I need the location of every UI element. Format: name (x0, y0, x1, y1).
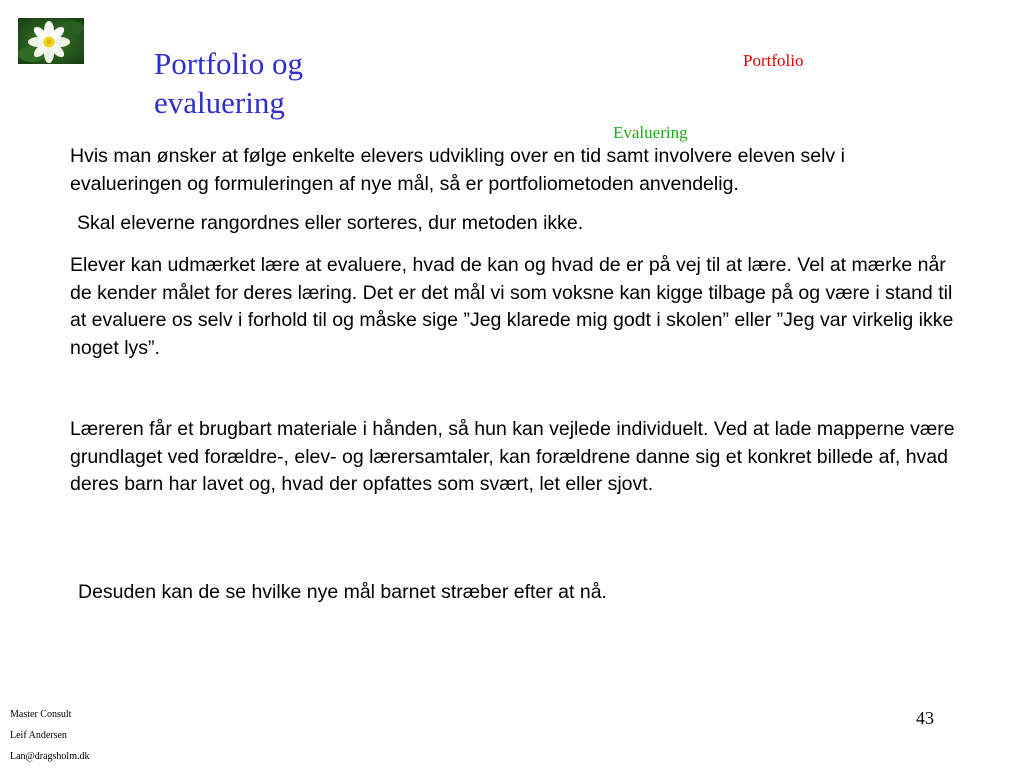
title-line-2: evaluering (154, 85, 285, 120)
body-paragraph-5: Desuden kan de se hvilke nye mål barnet stræber efter at nå. (78, 581, 607, 603)
water-lily-flower-icon (18, 18, 84, 64)
body-paragraph-2: Skal eleverne rangordnes eller sorteres, dur metoden ikke. (77, 212, 584, 234)
footer-author: Leif Andersen (10, 730, 67, 741)
title-line-1: Portfolio og (154, 46, 303, 81)
page-number: 43 (916, 708, 934, 728)
footer-email: Lan@dragsholm.dk (10, 751, 90, 762)
body-paragraph-3: Elever kan udmærket lære at evaluere, hvad de kan og hvad de er på vej til at lære. Vel at mærke når de kender målet for deres læring. Det er det mål vi som voksne kan kigge tilbage på og være i stand til at evaluere os selv i forhold til og måske sige ”Jeg klarede mig godt i skolen” eller ”Jeg var virkelig ikke noget lys”. (70, 254, 954, 359)
slide-title (154, 44, 303, 122)
portfolio-tag: Portfolio (743, 51, 804, 70)
body-paragraph-4: Læreren får et brugbart materiale i hånden, så hun kan vejlede individuelt. Ved at lade mapperne være grundlaget ved forældre-, elev- og lærersamtaler, kan forældrene danne sig et konkret billede af, hvad deres barn har lavet og, hvad der opfattes som svært, let eller sjovt. (70, 418, 955, 495)
footer-company: Master Consult (10, 709, 72, 720)
body-paragraph-1: Hvis man ønsker at følge enkelte elevers udvikling over en tid samt involvere eleven selv i evalueringen og formuleringen af nye mål, så er portfoliometoden anvendelig. (70, 145, 845, 195)
evaluering-tag: Evaluering (613, 123, 688, 142)
